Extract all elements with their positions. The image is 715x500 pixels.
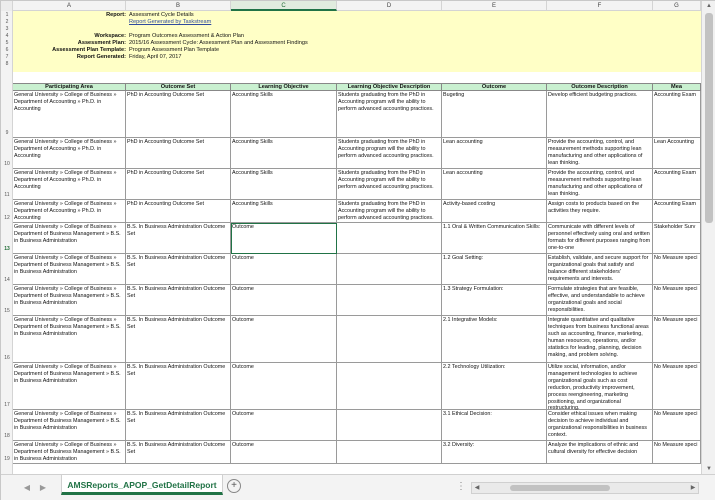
table-cell[interactable]: General University » College of Business » Department of Business Management » B.S. in Business Administration bbox=[13, 441, 126, 464]
generated-value: Friday, April 07, 2017 bbox=[129, 54, 182, 60]
sheet-nav-prev-icon[interactable]: ◀ bbox=[23, 483, 31, 492]
horizontal-scrollbar[interactable] bbox=[471, 482, 699, 494]
table-cell[interactable]: Outcome bbox=[231, 285, 337, 316]
report-value: Assessment Cycle Details bbox=[129, 12, 194, 18]
plan-value: 2015/16 Assessment Cycle: Assessment Plan and Assessment Findings bbox=[129, 40, 308, 46]
table-cell[interactable]: Accounting Skills bbox=[231, 138, 337, 169]
table-cell[interactable]: Utilize social, information, and/or management technologies to achieve organizational goals such as cost reduction, productivity improvement, process reengineering, marketing positioning, and organizational restructuring. bbox=[547, 363, 653, 410]
generated-by-link[interactable]: Report Generated by Taskstream bbox=[129, 19, 212, 25]
row-number[interactable]: 16 bbox=[4, 355, 10, 361]
column-header-f[interactable]: F bbox=[547, 1, 653, 11]
table-cell[interactable]: No Measure speci bbox=[653, 441, 701, 464]
workspace-label: Workspace: bbox=[94, 33, 126, 39]
header-cell[interactable]: Outcome Set bbox=[126, 84, 231, 92]
row-number[interactable]: 15 bbox=[4, 308, 10, 314]
table-cell[interactable]: Outcome bbox=[231, 363, 337, 410]
table-cell[interactable] bbox=[337, 254, 442, 285]
row-number[interactable]: 2 bbox=[5, 19, 9, 25]
template-value: Program Assessment Plan Template bbox=[129, 47, 220, 53]
column-header-e[interactable]: E bbox=[442, 1, 547, 11]
table-row bbox=[13, 316, 701, 363]
row-number[interactable]: 11 bbox=[4, 192, 10, 198]
column-header-g[interactable]: G bbox=[653, 1, 701, 11]
table-cell[interactable]: General University » College of Business » Department of Accounting » Ph.D. in Accounting bbox=[13, 200, 126, 223]
table-cell[interactable]: General University » College of Business » Department of Accounting » Ph.D. in Accounting bbox=[13, 169, 126, 200]
table-cell[interactable]: 2.1 Integrative Models: bbox=[442, 316, 547, 363]
plan-label: Assessment Plan: bbox=[77, 40, 126, 46]
row-number[interactable]: 5 bbox=[5, 40, 9, 46]
select-all-corner[interactable] bbox=[1, 1, 13, 11]
scroll-up-icon[interactable]: ▲ bbox=[706, 3, 712, 9]
table-cell[interactable]: Lean Accounting bbox=[653, 138, 701, 169]
table-row bbox=[13, 410, 701, 441]
table-row bbox=[13, 200, 701, 223]
table-cell[interactable]: Outcome bbox=[231, 441, 337, 464]
table-cell[interactable] bbox=[337, 223, 442, 254]
table-row bbox=[13, 169, 701, 200]
table-cell[interactable]: 1.1 Oral & Written Communication Skills: bbox=[442, 223, 547, 254]
meta-row-generated-by[interactable] bbox=[13, 19, 701, 26]
header-cell[interactable]: Participating Area bbox=[13, 84, 126, 92]
scroll-down-icon[interactable]: ▼ bbox=[706, 466, 712, 472]
table-header-row bbox=[13, 83, 701, 91]
table-cell[interactable]: Stakeholder Surv bbox=[653, 223, 701, 254]
table-cell[interactable]: General University » College of Business » Department of Business Management » B.S. in Business Administration bbox=[13, 285, 126, 316]
table-cell[interactable]: B.S. In Business Administration Outcome Set bbox=[126, 285, 231, 316]
table-cell[interactable]: Outcome bbox=[231, 223, 337, 254]
meta-row-report bbox=[13, 12, 701, 19]
table-cell[interactable]: General University » College of Business » Department of Business Management » B.S. in Business Administration bbox=[13, 316, 126, 363]
tab-splitter-icon[interactable]: ⋮ bbox=[456, 481, 466, 492]
table-cell[interactable]: Accounting Exam bbox=[653, 91, 701, 138]
table-cell[interactable]: No Measure speci bbox=[653, 363, 701, 410]
vertical-scrollbar[interactable] bbox=[701, 1, 715, 474]
sheet-tab-active[interactable]: AMSReports_APOP_GetDetailReport bbox=[61, 475, 223, 495]
scroll-left-icon[interactable]: ◀ bbox=[474, 485, 480, 491]
table-cell[interactable]: B.S. In Business Administration Outcome Set bbox=[126, 223, 231, 254]
table-cell[interactable]: Lean accounting bbox=[442, 169, 547, 200]
table-cell[interactable]: Accounting Skills bbox=[231, 91, 337, 138]
table-row bbox=[13, 91, 701, 138]
column-header-b[interactable]: B bbox=[126, 1, 231, 11]
table-cell[interactable]: Outcome bbox=[231, 410, 337, 441]
table-cell[interactable]: No Measure speci bbox=[653, 410, 701, 441]
row-number[interactable]: 1 bbox=[5, 12, 9, 18]
column-header-a[interactable]: A bbox=[13, 1, 126, 11]
table-cell[interactable]: Bugeting bbox=[442, 91, 547, 138]
table-cell[interactable]: Activity-based costing bbox=[442, 200, 547, 223]
header-cell[interactable]: Mea bbox=[653, 84, 701, 92]
report-metadata-block bbox=[13, 11, 701, 72]
row-number[interactable]: 14 bbox=[4, 277, 10, 283]
table-cell[interactable]: B.S. In Business Administration Outcome Set bbox=[126, 363, 231, 410]
table-cell[interactable] bbox=[337, 316, 442, 363]
table-cell[interactable]: B.S. In Business Administration Outcome Set bbox=[126, 410, 231, 441]
table-cell[interactable]: 2.2 Technology Utilization: bbox=[442, 363, 547, 410]
row-number[interactable]: 4 bbox=[5, 33, 9, 39]
table-row bbox=[13, 285, 701, 316]
table-cell[interactable]: 1.3 Strategy Formulation: bbox=[442, 285, 547, 316]
table-cell[interactable]: No Measure speci bbox=[653, 285, 701, 316]
row-number[interactable]: 8 bbox=[5, 61, 9, 67]
row-number[interactable]: 17 bbox=[4, 402, 10, 408]
table-cell[interactable]: PhD in Accounting Outcome Set bbox=[126, 91, 231, 138]
table-row bbox=[13, 254, 701, 285]
table-cell[interactable]: PhD in Accounting Outcome Set bbox=[126, 169, 231, 200]
table-cell[interactable]: General University » College of Business » Department of Business Management » B.S. in Business Administration bbox=[13, 363, 126, 410]
table-cell[interactable]: Outcome bbox=[231, 316, 337, 363]
row-number[interactable]: 19 bbox=[4, 456, 10, 462]
table-cell[interactable]: Accounting Skills bbox=[231, 200, 337, 223]
table-cell[interactable]: Develop efficient budgeting practices. bbox=[547, 91, 653, 138]
sheet-nav-next-icon[interactable]: ▶ bbox=[39, 483, 47, 492]
meta-row-plan bbox=[13, 40, 701, 47]
table-cell[interactable]: Students graduating from the PhD in Accounting program will the ability to perform advanced accounting practices. bbox=[337, 91, 442, 138]
table-cell[interactable]: B.S. In Business Administration Outcome Set bbox=[126, 316, 231, 363]
table-row bbox=[13, 138, 701, 169]
table-row bbox=[13, 441, 701, 464]
table-cell[interactable]: 3.1 Ethical Decision: bbox=[442, 410, 547, 441]
header-cell[interactable]: Learning Objective bbox=[231, 84, 337, 92]
row-number[interactable]: 3 bbox=[5, 26, 9, 32]
sheet-tab-bar bbox=[1, 474, 715, 500]
generated-label: Report Generated: bbox=[76, 54, 126, 60]
row-number[interactable]: 7 bbox=[5, 54, 9, 60]
table-cell[interactable]: Lean accounting bbox=[442, 138, 547, 169]
table-cell[interactable]: B.S. In Business Administration Outcome Set bbox=[126, 441, 231, 464]
header-cell[interactable]: Learning Objective Description bbox=[337, 84, 442, 92]
table-row bbox=[13, 223, 701, 254]
report-label: Report: bbox=[106, 12, 126, 18]
table-cell[interactable]: 3.2 Diversity: bbox=[442, 441, 547, 464]
table-cell[interactable]: Integrate quantitative and qualitative techniques from business functional areas such as accounting, finance, marketing, human resources, operations, and/or statistics for leading, planning, decision making, and problem solving. bbox=[547, 316, 653, 363]
header-cell[interactable]: Outcome bbox=[442, 84, 547, 92]
meta-row-generated bbox=[13, 54, 701, 61]
table-cell[interactable]: Communicate with different levels of personnel effectively using oral and written formats for different purposes ranging from one-to-one bbox=[547, 223, 653, 254]
meta-row-workspace bbox=[13, 33, 701, 40]
row-number[interactable]: 18 bbox=[4, 433, 10, 439]
table-cell[interactable]: Accounting Exam bbox=[653, 169, 701, 200]
row-number[interactable]: 6 bbox=[5, 47, 9, 53]
row-number[interactable]: 13 bbox=[4, 246, 10, 252]
table-cell[interactable]: General University » College of Business » Department of Accounting » Ph.D. in Accounting bbox=[13, 138, 126, 169]
column-header-c[interactable]: C bbox=[231, 1, 337, 11]
table-cell[interactable]: PhD in Accounting Outcome Set bbox=[126, 138, 231, 169]
sheet-grid[interactable] bbox=[13, 11, 701, 474]
column-header-d[interactable]: D bbox=[337, 1, 442, 11]
table-cell[interactable]: General University » College of Business » Department of Accounting » Ph.D. in Accounting bbox=[13, 91, 126, 138]
table-cell[interactable]: Provide the accounting, control, and measurement methods supporting lean manufacturing and other applications of lean thinking. bbox=[547, 138, 653, 169]
row-number[interactable]: 10 bbox=[4, 161, 10, 167]
table-cell[interactable]: General University » College of Business » Department of Business Management » B.S. in Business Administration bbox=[13, 223, 126, 254]
table-cell[interactable]: Accounting Exam bbox=[653, 200, 701, 223]
table-cell[interactable] bbox=[337, 285, 442, 316]
table-cell[interactable]: PhD in Accounting Outcome Set bbox=[126, 200, 231, 223]
meta-row-template bbox=[13, 47, 701, 54]
template-label: Assessment Plan Template: bbox=[52, 47, 126, 53]
table-cell[interactable]: General University » College of Business » Department of Business Management » B.S. in Business Administration bbox=[13, 410, 126, 441]
table-cell[interactable]: Outcome bbox=[231, 254, 337, 285]
vertical-scroll-thumb[interactable] bbox=[705, 13, 713, 223]
table-cell[interactable]: Consider ethical issues when making decision to achieve individual and organizational responsibilities in business context. bbox=[547, 410, 653, 441]
horizontal-scroll-thumb[interactable] bbox=[510, 485, 610, 491]
table-cell[interactable] bbox=[337, 410, 442, 441]
table-cell[interactable]: Students graduating from the PhD in Accounting program will the ability to perform advanced accounting practices. bbox=[337, 138, 442, 169]
table-cell[interactable]: Provide the accounting, control, and measurement methods supporting lean manufacturing and other applications of lean thinking. bbox=[547, 169, 653, 200]
table-cell[interactable]: Establish, validate, and secure support for organizational goals that satisfy and balance different stakeholders' requirements and interests. bbox=[547, 254, 653, 285]
table-cell[interactable]: Assign costs to products based on the activities they require. bbox=[547, 200, 653, 223]
table-cell[interactable]: No Measure speci bbox=[653, 316, 701, 363]
table-cell[interactable]: General University » College of Business » Department of Business Management » B.S. in Business Administration bbox=[13, 254, 126, 285]
table-cell[interactable]: Formulate strategies that are feasible, effective, and understandable to achieve organizational goals and social responsibilities. bbox=[547, 285, 653, 316]
table-cell[interactable]: Students graduating from the PhD in Accounting program will the ability to perform advanced accounting practices. bbox=[337, 169, 442, 200]
row-number-column bbox=[1, 11, 13, 474]
workspace-value: Program Outcomes Assessment & Action Plan bbox=[129, 33, 245, 39]
table-cell[interactable] bbox=[337, 441, 442, 464]
table-cell[interactable]: Analyze the implications of ethnic and cultural diversity for effective decision bbox=[547, 441, 653, 464]
table-cell[interactable]: No Measure speci bbox=[653, 254, 701, 285]
table-cell[interactable]: Accounting Skills bbox=[231, 169, 337, 200]
table-cell[interactable] bbox=[337, 363, 442, 410]
add-sheet-icon[interactable]: + bbox=[227, 479, 241, 493]
table-cell[interactable]: B.S. In Business Administration Outcome Set bbox=[126, 254, 231, 285]
table-cell[interactable]: 1.2 Goal Setting: bbox=[442, 254, 547, 285]
header-cell[interactable]: Outcome Description bbox=[547, 84, 653, 92]
scroll-right-icon[interactable]: ▶ bbox=[690, 485, 696, 491]
table-cell[interactable]: Students graduating from the PhD in Accounting program will the ability to perform advanced accounting practices. bbox=[337, 200, 442, 223]
column-header-bar bbox=[1, 1, 701, 11]
row-number[interactable]: 12 bbox=[4, 215, 10, 221]
row-number[interactable]: 9 bbox=[5, 130, 9, 136]
table-row bbox=[13, 363, 701, 410]
